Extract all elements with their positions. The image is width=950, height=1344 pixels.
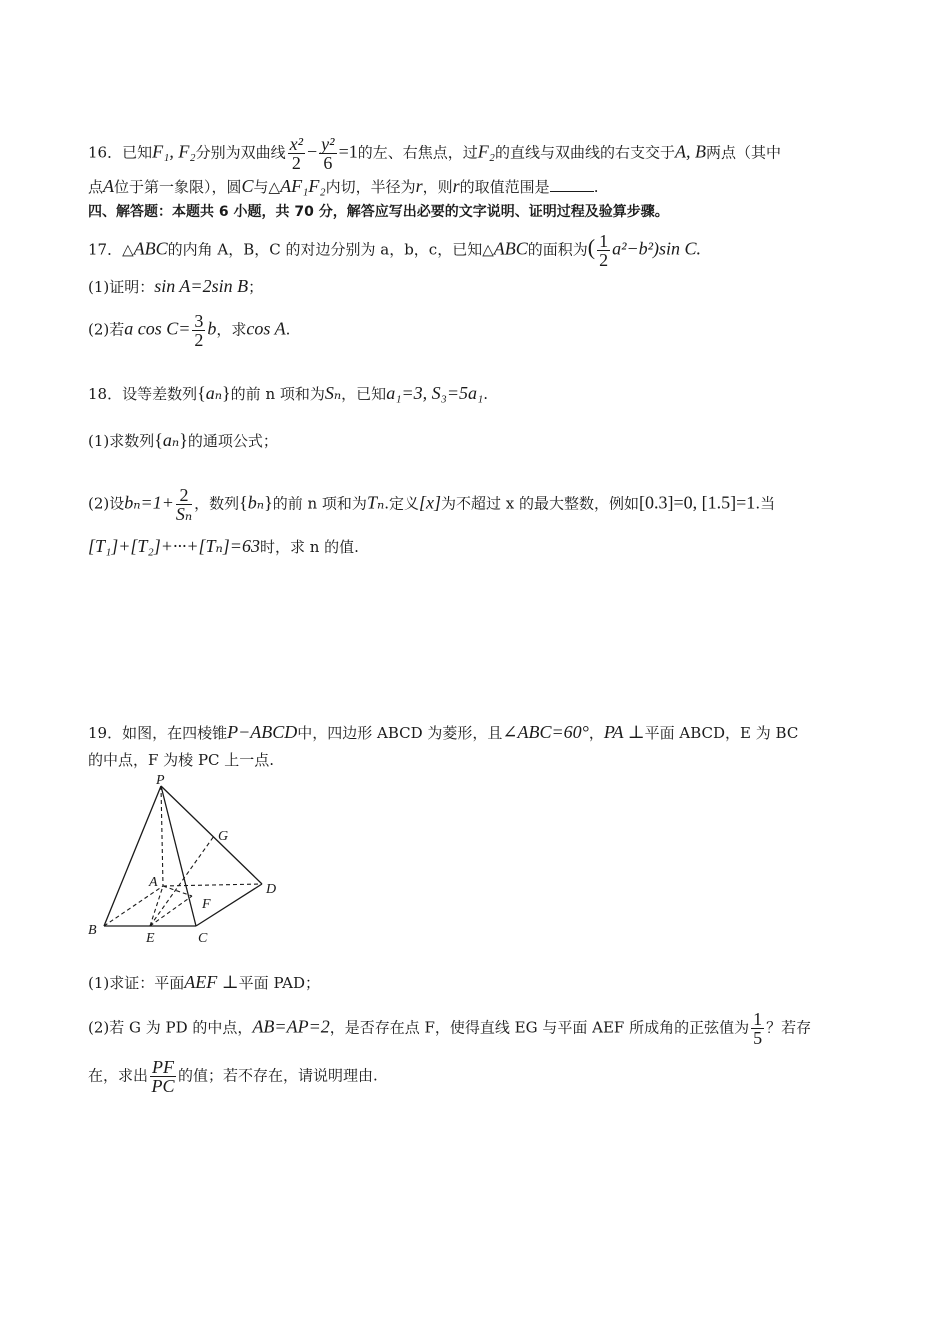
label-C: C [198, 931, 208, 946]
q17-part1: (1)证明：sin A=2sin B； [88, 276, 264, 296]
q19-intro-line2: 的中点，F 为棱 PC 上一点. [88, 751, 275, 769]
edge-PA [161, 786, 163, 886]
frac-three-halves: $\frac{3}{2}$ [194, 311, 204, 350]
label-B: B [88, 923, 97, 938]
frac-half: $\frac{1}{2}$ [599, 231, 609, 270]
frac-x2-over-2: $\frac{\text{x²}}{2}$ [289, 134, 304, 173]
q16-foci: F₁, F₂ [152, 141, 196, 162]
q16-number: 16．已知 [88, 143, 153, 162]
q17-part2: (2)若a cos C= $\frac{3}{2}$ b，求cos A. [88, 311, 291, 350]
q16-line2: 点A位于第一象限），圆C与△AF₁F₂内切，半径为r，则r的取值范围是 . [88, 176, 599, 196]
q17-intro: 17．△ABC的内角 A，B，C 的对边分别为 a，b，c，已知△ABC的面积为( $\frac{1}{2}$ a²−b²)sin C. [88, 231, 702, 270]
segment-AE [150, 886, 163, 926]
q18-part2-line2: [T₁]+[T₂]+···+[Tₙ]=63时，求 n 的值. [88, 536, 359, 556]
section-header: 四、解答题：本题共 6 小题，共 70 分，解答应写出必要的文字说明、证明过程及验算步骤。 [88, 204, 669, 220]
frac-y2-over-6: $\frac{\text{y²}}{6}$ [321, 134, 335, 173]
q18-intro: 18．设等差数列{aₙ}的前 n 项和为Sₙ，已知a₁=3, S₃=5a₁. [88, 383, 489, 403]
segment-EF [150, 896, 192, 926]
label-E: E [146, 931, 155, 946]
q19-intro: 19．如图，在四棱锥P−ABCD中，四边形 ABCD 为菱形，且∠ABC=60°，PA ⊥平面 ABCD，E 为 BC [88, 722, 799, 742]
q19-part1: (1)求证：平面AEF ⊥平面 PAD； [88, 972, 321, 992]
label-D: D [266, 882, 277, 897]
q19-part2-line2: 在，求出 $\frac{PF}{PC}$ 的值；若不存在，请说明理由. [88, 1057, 378, 1096]
q19-part2: (2)若 G 为 PD 的中点，AB=AP=2，是否存在点 F，使得直线 EG 与平面 AEF 所成角的正弦值为 $\frac{1}{5}$ ？若存 [88, 1009, 812, 1048]
label-P: P [156, 773, 165, 788]
pyramid-figure [86, 772, 286, 947]
edge-PB [104, 786, 161, 926]
edge-PD [161, 786, 262, 884]
q16-text: 分别为双曲线 [195, 143, 286, 162]
q17-area-expr: a²−b²)sin C. [612, 238, 702, 259]
q16-eq-rhs: =1 [338, 141, 358, 162]
frac-one-fifth: $\frac{1}{5}$ [753, 1009, 763, 1048]
label-A: A [149, 875, 158, 890]
answer-blank [550, 177, 594, 192]
frac-2-over-sn: $\frac{2}{\text{Sₙ}}$ [175, 485, 193, 524]
label-F: F [202, 897, 211, 912]
segment-EG [150, 836, 214, 926]
frac-pf-over-pc: $\frac{PF}{PC}$ [151, 1057, 175, 1096]
q16-line1: 16．已知F₁, F₂分别为双曲线 $\frac{\text{x²}}{2}$ − $\frac{\text{y²}}{6}$ =1的左、右焦点，过F₂的直线与双曲线的右支交于A, B两点（其中 [88, 134, 782, 173]
edge-AD [163, 884, 262, 886]
q18-part2: (2)设bₙ=1+ $\frac{2}{\text{Sₙ}}$ ，数列{bₙ}的前 n 项和为Tₙ.定义[x]为不超过 x 的最大整数，例如[0.3]=0, [1.5]=1.当 [88, 485, 776, 524]
q18-part1: (1)求数列{aₙ}的通项公式； [88, 430, 278, 450]
label-G: G [218, 829, 229, 844]
